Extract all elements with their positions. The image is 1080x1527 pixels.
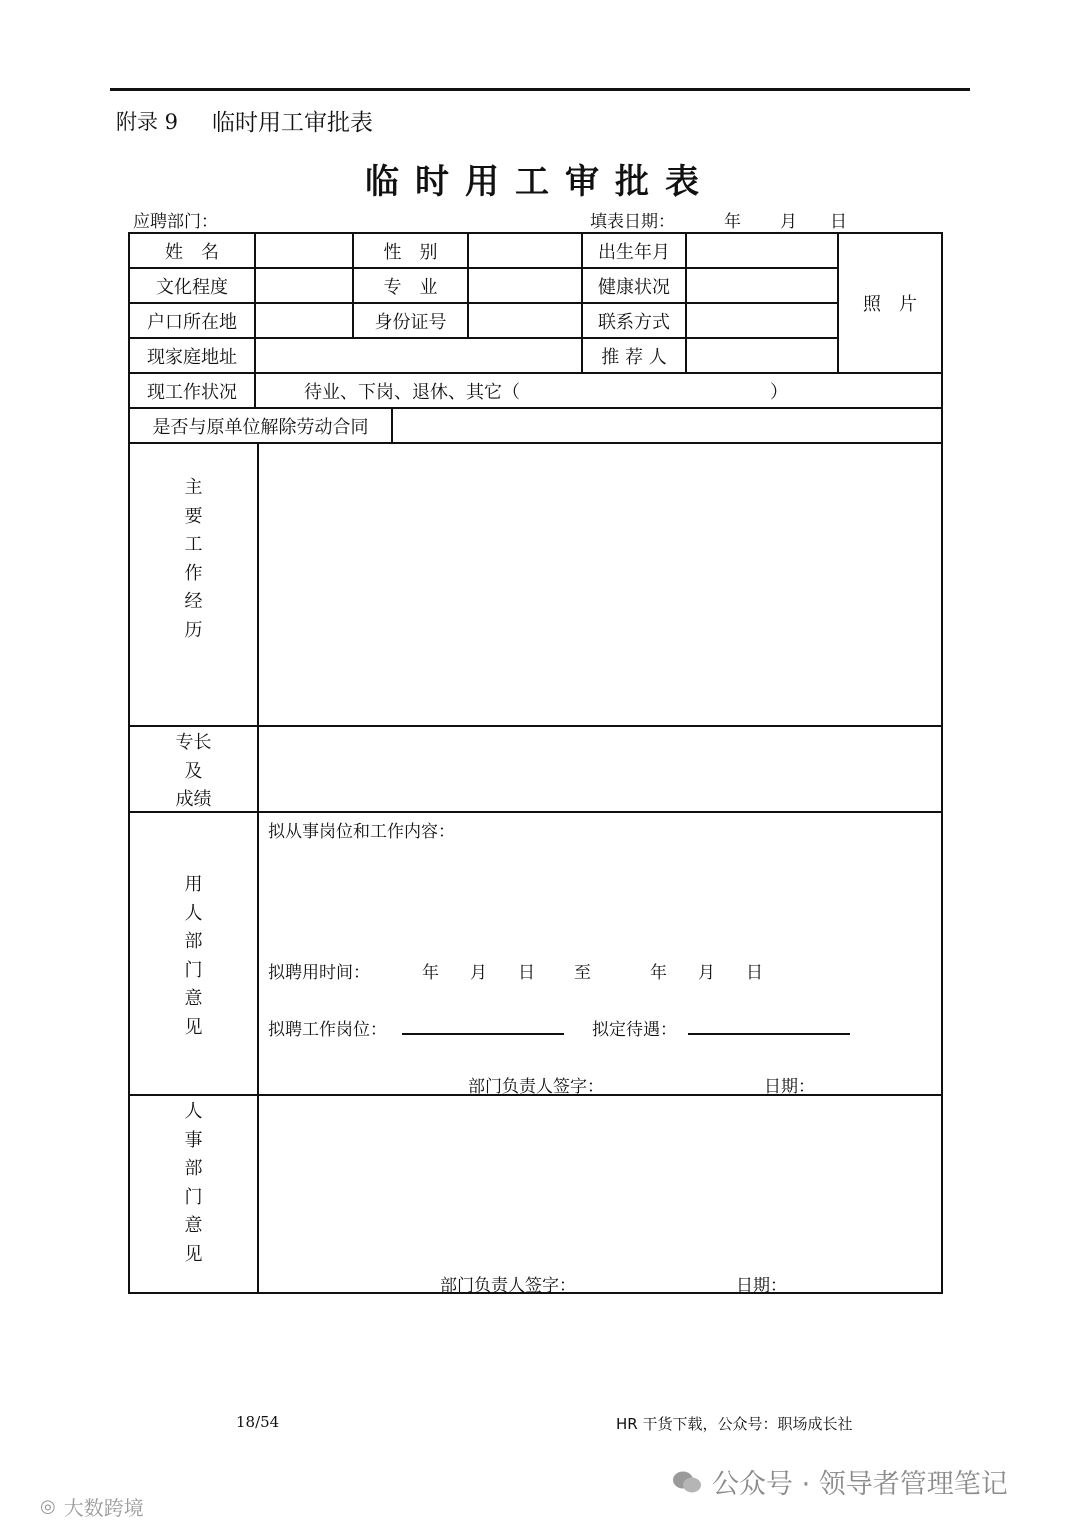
referrer-field[interactable]	[687, 339, 837, 372]
position-label: 拟聘工作岗位：	[268, 1020, 387, 1040]
hire-year-end: 年	[650, 963, 667, 983]
hire-month-start: 月	[470, 963, 487, 983]
wechat-icon	[672, 1469, 702, 1495]
hire-to: 至	[574, 963, 591, 983]
col-divider	[254, 373, 256, 408]
fill-date-month: 月	[780, 212, 797, 232]
gender-field[interactable]	[469, 234, 581, 267]
salary-input[interactable]	[688, 1033, 850, 1035]
dept-sign-label: 部门负责人签字：	[468, 1077, 604, 1097]
contact-field[interactable]	[687, 304, 837, 337]
id-number-field[interactable]	[469, 304, 581, 337]
hr-date-label: 日期：	[736, 1276, 787, 1296]
dept-opinion-char: 门	[184, 959, 203, 981]
work-status-options[interactable]: 待业、下岗、退休、其它（	[304, 381, 520, 403]
work-status-label: 现工作状况	[147, 381, 237, 403]
hukou-field[interactable]	[256, 304, 352, 337]
skills-line: 及	[184, 760, 203, 782]
header-rule	[110, 88, 970, 91]
hire-time-label: 拟聘用时间：	[268, 963, 370, 983]
dept-opinion-char: 用	[184, 874, 203, 895]
department-label: 应聘部门：	[133, 212, 218, 232]
dept-opinion-char: 部	[184, 931, 203, 952]
hukou-label: 户口所在地	[147, 311, 237, 333]
hr-opinion-char: 意	[184, 1215, 203, 1236]
experience-label	[130, 474, 257, 645]
fill-date-label: 填表日期：	[590, 212, 675, 232]
experience-char: 主	[184, 477, 203, 498]
id-number-label: 身份证号	[374, 311, 447, 333]
approval-form	[128, 232, 943, 1294]
weibo-icon: ◎	[40, 1496, 56, 1517]
work-status-close: ）	[770, 381, 788, 403]
dept-opinion-char: 见	[184, 1016, 203, 1038]
salary-label: 拟定待遇：	[592, 1020, 677, 1040]
gender-label: 性 别	[383, 241, 438, 263]
experience-char: 要	[184, 505, 203, 527]
fill-date-day: 日	[830, 212, 847, 232]
page-number: 18/54	[236, 1413, 280, 1431]
referrer-label: 推 荐 人	[601, 346, 667, 368]
watermark-left-text: 大数跨境	[63, 1496, 144, 1520]
hr-opinion-char: 事	[184, 1129, 203, 1151]
major-label: 专 业	[383, 276, 438, 298]
position-input[interactable]	[402, 1033, 564, 1035]
major-field[interactable]	[469, 269, 581, 302]
dept-opinion-char: 意	[184, 988, 203, 1009]
hr-opinion-char: 部	[184, 1158, 203, 1179]
appendix-label: 附录 9	[116, 110, 179, 134]
footer-source: HR 干货下载，公众号：职场成长社	[616, 1415, 853, 1433]
hr-opinion-char: 门	[184, 1186, 203, 1208]
hr-opinion-field[interactable]	[259, 1096, 941, 1266]
hire-day-end: 日	[746, 963, 763, 983]
hr-opinion-label	[130, 1098, 257, 1269]
experience-char: 经	[184, 591, 203, 612]
education-label: 文化程度	[156, 276, 228, 298]
hr-opinion-char: 见	[184, 1243, 203, 1265]
hr-opinion-char: 人	[184, 1101, 203, 1122]
experience-char: 历	[184, 619, 203, 641]
watermark-left	[40, 1492, 144, 1521]
name-label: 姓 名	[165, 241, 219, 263]
health-field[interactable]	[687, 269, 837, 302]
watermark-right	[672, 1462, 1008, 1501]
dept-opinion-label	[130, 871, 257, 1042]
hire-year-start: 年	[422, 963, 439, 983]
page-title: 临时用工审批表	[365, 162, 715, 202]
experience-char: 作	[184, 562, 203, 584]
name-field[interactable]	[256, 234, 352, 267]
dept-date-label: 日期：	[764, 1077, 815, 1097]
address-field[interactable]	[256, 339, 581, 372]
health-label: 健康状况	[598, 276, 670, 298]
skills-label	[130, 729, 257, 815]
hr-sign-label: 部门负责人签字：	[440, 1276, 576, 1296]
photo-box[interactable]: 照 片	[863, 294, 917, 315]
dept-opinion-char: 人	[184, 902, 203, 924]
skills-field[interactable]	[259, 727, 941, 811]
watermark-right-text: 公众号 · 领导者管理笔记	[712, 1469, 1008, 1500]
hire-day-start: 日	[518, 963, 535, 983]
fill-date-year: 年	[724, 212, 741, 232]
birth-field[interactable]	[687, 234, 837, 267]
experience-field[interactable]	[259, 444, 941, 725]
contract-field[interactable]	[393, 409, 941, 442]
contact-label: 联系方式	[598, 311, 670, 333]
experience-char: 工	[184, 534, 203, 555]
skills-line: 专长	[175, 732, 212, 753]
address-label: 现家庭地址	[147, 346, 237, 368]
education-field[interactable]	[256, 269, 352, 302]
skills-line: 成绩	[175, 789, 212, 810]
contract-label: 是否与原单位解除劳动合同	[152, 416, 369, 438]
job-content-label: 拟从事岗位和工作内容：	[268, 822, 455, 842]
birth-label: 出生年月	[598, 241, 670, 263]
appendix-title: 临时用工审批表	[212, 110, 373, 136]
hire-month-end: 月	[698, 963, 715, 983]
